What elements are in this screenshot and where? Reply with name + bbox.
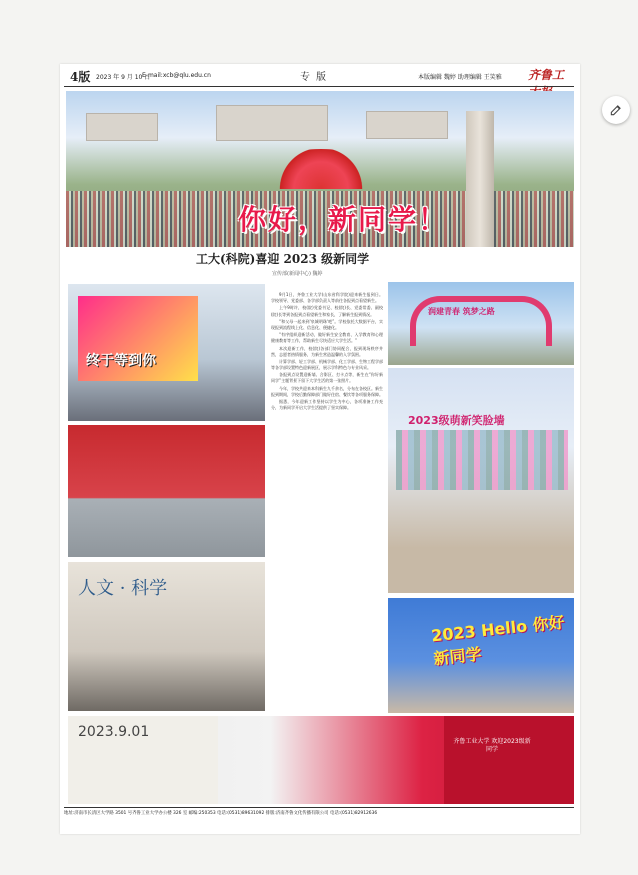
banner-title: 你好，新同学！ <box>238 203 449 236</box>
paragraph: 据悉，今年迎新工作坚持以学生为中心，各项准备工作充分，为新同学开启大学生活提供了坚实保障。 <box>271 399 383 411</box>
paragraph: 计算学部、轻工学部、机械学部、化工学部、生物工程学部等各学部设置特色迎新展区，展示学科特色与专业风采。 <box>271 358 383 371</box>
editor-credits: 本版编辑 魏婷 助理编辑 王笑雅 <box>418 74 502 81</box>
photo-welcome-screen <box>68 284 265 421</box>
paragraph: 9月1日，齐鲁工业大学(山东省科学院)迎来新生报到日。学校领导、党委部、各学部负责人等前往各报到点看望新生。 <box>271 292 383 304</box>
article-byline: 宣传部(新闻中心) 魏婷 <box>272 271 323 277</box>
pencil-icon <box>609 103 623 117</box>
footer-rule <box>64 807 574 808</box>
hello-text: 2023 Hello 你好新同学 <box>430 612 566 669</box>
page-header <box>70 68 570 86</box>
section-label: 专版 <box>300 72 332 83</box>
photo-sign: 人文 · 科学 <box>78 578 168 599</box>
paragraph: “和父母一起来到'泉城明珠'吧”。学校依托大数据平台，实现报到流程线上化、信息化、便捷化。 <box>271 318 383 330</box>
photo-signature-board <box>68 716 574 804</box>
header-rule <box>64 86 574 87</box>
landmark-tower <box>466 111 494 247</box>
paragraph: 各报到点设置迎新墙、合影区、打卡点等，新生在“你好新同学”主题背景下留下大学生活的第一张照片。 <box>271 372 383 384</box>
contact-email: E-mail:xcb@qlu.edu.cn <box>142 72 211 79</box>
article-headline: 工大(科院)喜迎 2023 级新同学 <box>196 252 370 266</box>
stage-text: 齐鲁工业大学 欢迎2023级新同学 <box>453 738 531 754</box>
wall-title: 2023级萌新笑脸墙 <box>408 414 505 427</box>
banner-photo <box>66 91 574 247</box>
photo-welcome-arch <box>388 282 574 365</box>
arch-text: 润建青春 筑梦之路 <box>428 307 495 316</box>
paragraph: 今年，学校共迎来本科新生九千余名，分布在各校区。新生报到期间，学校后勤保障部门做好住宿、餐饮等各项服务保障。 <box>271 385 383 397</box>
page-number: 4版 <box>70 70 91 84</box>
paragraph: 本次迎新工作，校(院)各部门协同配合，报到现场秩序井然，志愿者热情服务，为新生营造温馨的入学氛围。 <box>271 345 383 357</box>
page-footer: 地址:济南市长清区大学路 3501 号齐鲁工业大学办公楼 326 室 邮编:250353 电话:(0531)89631092 排版:济南齐鲁文化传播有限公司 电话:(0531)82912636 <box>64 811 378 816</box>
photo-hello-stage <box>388 598 574 713</box>
board-text: 2023.9.01 <box>78 724 150 740</box>
flower-bed <box>266 149 376 189</box>
photo-smile-wall <box>388 368 574 593</box>
edit-button[interactable] <box>602 96 630 124</box>
issue-date: 2023 年 9 月 10 日 <box>96 74 151 81</box>
paragraph: 上午9时许，校(院)党委书记、校(院)长、党委常委、副校(院)长等到各报到点看望新生和家长，了解新生报到情况。 <box>271 305 383 317</box>
paragraph: “有序组织迎新活动，做好新生安全教育、入学教育和心理健康教育等工作，帮助新生尽快适应大学生活。” <box>271 332 383 344</box>
photo-slogan: 终于等到你 <box>86 353 156 369</box>
masthead-brand: 齐鲁工 <box>528 68 565 82</box>
article-body <box>271 292 383 712</box>
photo-leaders-group <box>68 425 265 557</box>
photo-bouquet <box>68 562 265 711</box>
